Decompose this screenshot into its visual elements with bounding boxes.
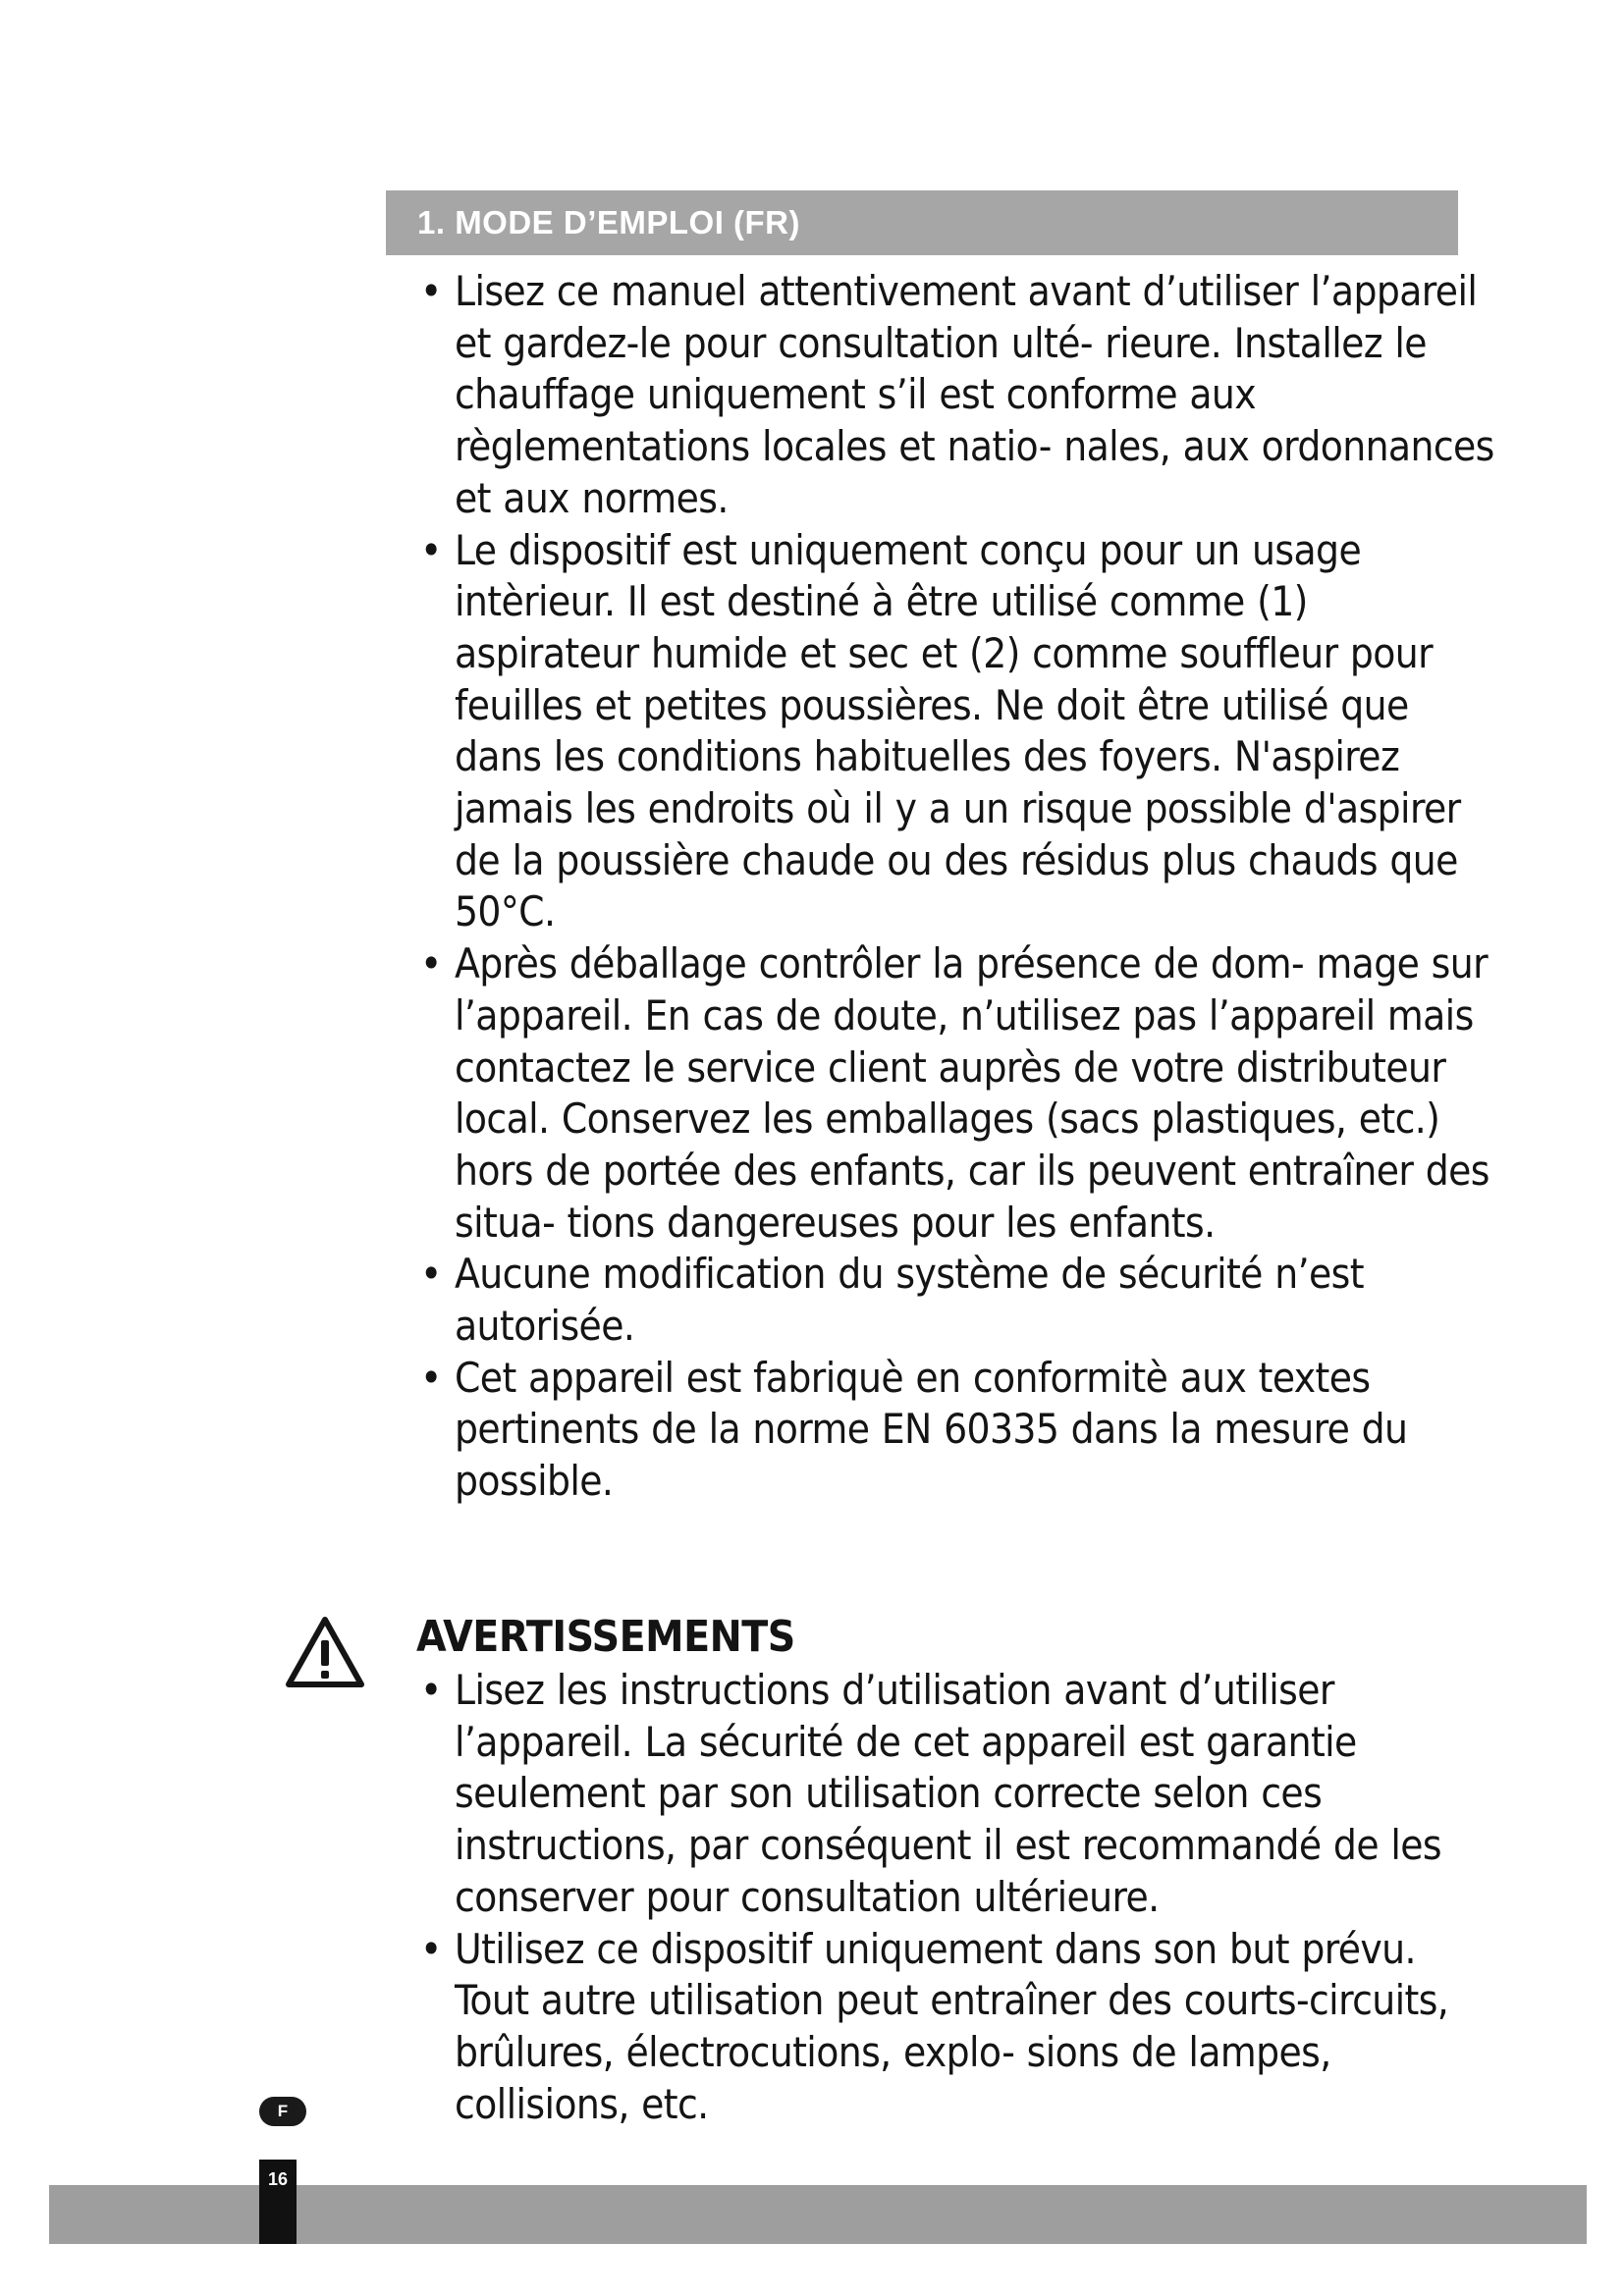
list-item: • Lisez ce manuel attentivement avant d’utiliser l’appareil et gardez-le pour consultation ulté- rieure. Installez le chauffage uniquement s’il est conforme aux règlementations locales et natio- nales, aux ordonnances et aux normes. — [391, 266, 1495, 525]
list-item: • Aucune modification du système de sécurité n’est autorisée. — [391, 1249, 1495, 1352]
list-item: • Lisez les instructions d’utilisation avant d’utiliser l’appareil. La sécurité de cet appareil est garantie seulement par son utilisation correcte selon ces instructions, par conséquent il est recommandé de les conserver pour consultation ultérieure. — [391, 1665, 1495, 1924]
warning-triangle-icon — [285, 1616, 365, 1688]
list-item: • Cet appareil est fabriquè en conformitè aux textes pertinents de la norme EN 60335 dans la mesure du possible. — [391, 1353, 1495, 1508]
section-title: 1. MODE D’EMPLOI (FR) — [417, 204, 800, 240]
instructions-list — [391, 266, 1495, 1508]
warnings-heading: AVERTISSEMENTS — [416, 1612, 795, 1662]
list-item: • Après déballage contrôler la présence de dom- mage sur l’appareil. En cas de doute, n’utilisez pas l’appareil mais contactez le service client auprès de votre distributeur local. Conservez les emballages (sacs plastiques, etc.) hors de portée des enfants, car ils peuvent entraîner des situa- tions dangereuses pour les enfants. — [391, 938, 1495, 1249]
section-title-bar — [386, 190, 1458, 255]
list-item: • Utilisez ce dispositif uniquement dans son but prévu. Tout autre utilisation peut entraîner des courts-circuits, brûlures, électrocutions, explo- sions de lampes, collisions, etc. — [391, 1924, 1495, 2131]
language-badge: F — [259, 2097, 306, 2126]
list-item: • Le dispositif est uniquement conçu pour un usage intèrieur. Il est destiné à être utilisé comme (1) aspirateur humide et sec et (2) comme souffleur pour feuilles et petites poussières. Ne doit être utilisé que dans les conditions habituelles des foyers. N'aspirez jamais les endroits où il y a un risque possible d'aspirer de la poussière chaude ou des résidus plus chauds que 50°C. — [391, 525, 1495, 939]
page-number: 16 — [259, 2160, 297, 2244]
warnings-list — [391, 1665, 1495, 2130]
